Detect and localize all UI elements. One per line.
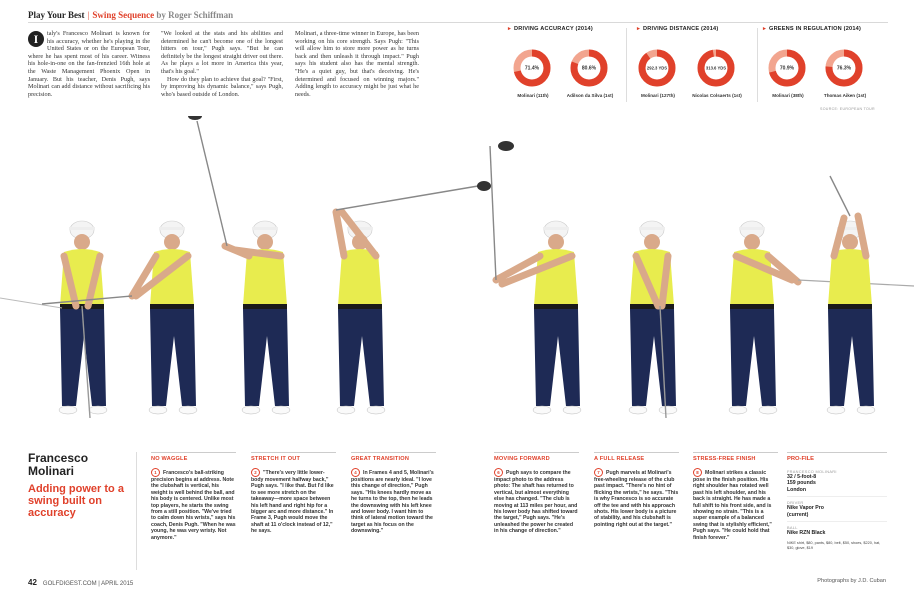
section-title: Play Your Best [28, 10, 85, 20]
caption-stress-free-finish [693, 452, 778, 541]
donut-label-leader-accuracy: Adilson da Silva (1st) [566, 93, 614, 98]
byline: by Roger Schiffman [156, 10, 234, 20]
caption-title: NO WAGGLE [151, 452, 236, 465]
donut-value: 76.3% [836, 65, 852, 72]
triangle-icon: ▸ [508, 26, 512, 32]
folio-site: GOLFDIGEST.COM [42, 581, 97, 587]
page-number: 42 [28, 578, 37, 587]
article-text-1: taly's Francesco Molinari is known for his accuracy, whether he's playing in the United States or on the European Tour, where he has spent most of his career. Witness his hole-in-one on the fan-frenzied 16th hole at the Waste Management Phoenix Open in January. But his teacher, Denis Pugh, says Molinari can add distance without sacrificing his precision. [28, 30, 150, 98]
pro-file-label: BALL [787, 521, 887, 530]
swing-sequence-photo [0, 116, 914, 432]
page-folio: 42 GOLFDIGEST.COM | APRIL 2015 [28, 578, 134, 587]
frame-number: 6 [494, 468, 503, 477]
donut-chart [824, 48, 864, 88]
player-name-block [28, 452, 132, 519]
donut-label-molinari-distance: Molinari (127th) [641, 93, 675, 98]
frame-number: 2 [251, 468, 260, 477]
source-note: SOURCE: EUROPEAN TOUR [820, 107, 875, 111]
donut-chart [767, 48, 807, 88]
caption-body: In Frames 4 and 5, Molinari's positions are nearly ideal. "I love this change of direction," Pugh says. "His knees hardly move as he turns to the top, then he leads the downswing with his left knee and lower body. I want him to think of lateral motion toward the target as his focus on the downswing." [351, 469, 434, 535]
name-divider [136, 452, 137, 570]
pro-file-label: DRIVER [787, 496, 887, 505]
caption-title: STRESS-FREE FINISH [693, 452, 778, 465]
caption-title: GREAT TRANSITION [351, 452, 436, 465]
donut-chart [696, 48, 736, 88]
caption-title: STRETCH IT OUT [251, 452, 336, 465]
frame-6-impact [629, 221, 677, 418]
frame-number: 4 [351, 468, 360, 477]
article-column-1 [28, 30, 150, 98]
frame-5-transition [490, 141, 581, 414]
page-header [28, 9, 888, 23]
caption-body: Francesco's ball-striking precision begins at address. Note the clubshaft is vertical, his weight is well behind the ball, and his body is centered. Unlike most top players, he starts the swing from a still position. "We've tried to calm down his wrists," says his coach, Denis Pugh. "When he was young, he was very wristy. Not anymore." [151, 469, 236, 541]
pro-file-value: 32 / 5-foot-8 [787, 474, 817, 480]
frame-7-release [729, 221, 914, 414]
caption-great-transition [351, 452, 436, 535]
pro-file-value: Nike Vapor Pro [787, 505, 824, 512]
caption-full-release [594, 452, 679, 528]
frame-1-address [0, 221, 107, 418]
donut-label-molinari-gir: Molinari (38th) [772, 93, 804, 98]
caption-title: A FULL RELEASE [594, 452, 679, 465]
pro-file-label: FRANCESCO MOLINARI [787, 469, 837, 474]
player-name: Francesco Molinari [28, 451, 89, 478]
pro-file-panel [787, 452, 887, 551]
caption-moving-forward [494, 452, 579, 535]
frame-8-finish [827, 176, 875, 414]
caption-title: MOVING FORWARD [494, 452, 579, 465]
donut-value: 80.6% [581, 65, 597, 72]
donut-label-leader-distance: Nicolas Colsaerts (1st) [692, 93, 742, 98]
article-text-3: Molinari, a three-time winner in Europe, has been working on his core strength. Says Pugh: "This will allow him to store more power as he turns back and then unleash it through impact." Pugh says his student also has the mental strength. "He's a quiet guy, but that's deceiving. He's determined and focused on winning majors." Adding length to accuracy might be just what he needs. [295, 30, 419, 98]
frame-number: 8 [693, 468, 702, 477]
article-text-2a: "We looked at the stats and his abilities and determined he can't become one of the longest hitters on tour," Pugh says. "But he can definitely be the longest straight driver out there. As he plays a lot more in America this year, that's his goal." [161, 30, 283, 75]
frame-number: 7 [594, 468, 603, 477]
pro-file-value: (current) [787, 511, 809, 518]
article-text-2b: How do they plan to achieve that goal? "First, by improving his dynamic balance," says Pugh, who's based outside of London. [161, 75, 283, 98]
triangle-icon: ▸ [763, 26, 767, 32]
stat-divider [626, 28, 627, 102]
folio-issue: APRIL 2015 [101, 581, 134, 587]
article-column-3 [295, 30, 419, 98]
frame-number: 1 [151, 468, 160, 477]
drop-cap: I [28, 31, 44, 47]
caption-body: Pugh says to compare the impact photo to the address photo: The shaft has returned to vertical, but almost everything else has changed. "The club is moving at 113 miles per hour, and his lower body has shifted toward the target," Pugh says. "He's unleashed the power he created in his change of direction." [494, 469, 578, 535]
donut-label-leader-gir: Thomas Aiken (1st) [823, 93, 867, 98]
donut-chart [512, 48, 552, 88]
series-title: Swing Sequence [92, 10, 155, 20]
pro-file-title: PRO-FILE [787, 452, 887, 462]
frame-4-top [336, 181, 491, 414]
donut-label-molinari-accuracy: Molinari (11th) [517, 93, 549, 98]
stat-title: GREENS IN REGULATION (2014) [769, 26, 862, 32]
donut-chart [637, 48, 677, 88]
pro-file-footnote: NIKE shirt, $80, pants, $80, belt, $50, shoes, $220, hat, $30, glove, $19 [787, 541, 881, 551]
stat-divider [757, 28, 758, 102]
donut-value: 71.4% [524, 65, 540, 72]
article-column-2 [161, 30, 283, 98]
donut-chart [569, 48, 609, 88]
donut-value: 313.6 YDS [705, 65, 727, 71]
donut-value: 70.9% [779, 65, 795, 72]
stat-title: DRIVING ACCURACY (2014) [514, 26, 593, 32]
caption-body: Pugh marvels at Molinari's free-wheeling release of the club past impact. "There's no hint of flicking the wrists," he says. "This is why Francesco is so accurate off the tee and with his approach shots. His lower body is a picture of stability, and his clubshaft is pointing right out at the target." [594, 469, 679, 528]
stat-title: DRIVING DISTANCE (2014) [643, 26, 719, 32]
pro-file-value: London [787, 486, 807, 493]
header-separator: | [87, 10, 90, 20]
caption-no-waggle [151, 452, 236, 541]
player-tagline: Adding power to a swing built on accuracy [28, 483, 124, 519]
caption-stretch-it-out [251, 452, 336, 535]
caption-body: "There's very little lower-body movement halfway back," Pugh says. "I like that. But I'd like to see more stretch on the takeaway—more space between his left hand and right hip for a bigger arc and more distance." In Frame 3, Pugh would move the shaft at 11 o'clock instead of 12," he says. [251, 469, 334, 535]
caption-body: Molinari strikes a classic pose in the finish position. His right shoulder has rotated well past his left shoulder, and his back is straight. He has made a full shift to his front side, and is showing no strain. "This is a super example of a balanced swing that is stylishly efficient," Pugh says. "He could hold that finish forever." [693, 469, 772, 541]
frame-3-halfway [188, 116, 290, 414]
pro-file-value: Nike RZN Black [787, 530, 826, 537]
photo-credit: Photographs by J.D. Cuban [817, 578, 886, 584]
triangle-icon: ▸ [637, 26, 641, 32]
donut-value: 292.3 YDS [646, 65, 668, 71]
pro-file-value: 159 pounds [787, 480, 816, 487]
